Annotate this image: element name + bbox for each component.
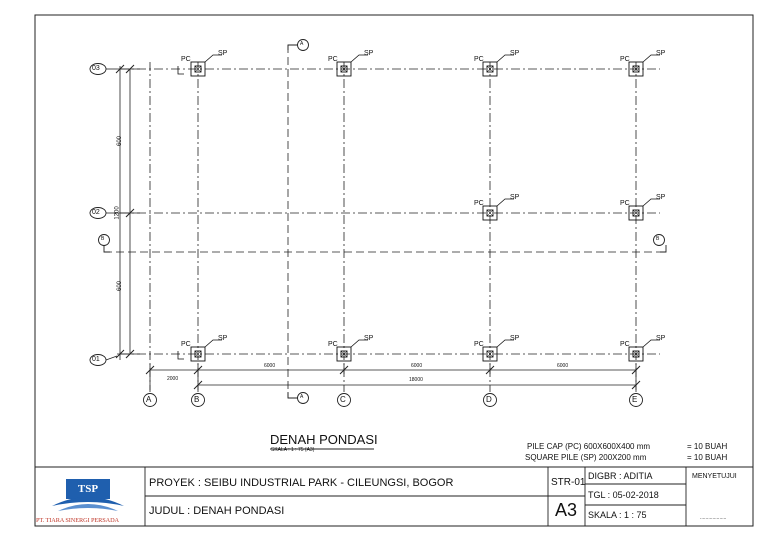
legend-pile-cap-qty: = 10 BUAH: [687, 442, 728, 451]
section-marker-right: B: [656, 236, 660, 242]
pc-label: PC: [181, 341, 191, 348]
dim-600-bottom: 600: [117, 280, 124, 292]
pc-label: PC: [474, 56, 484, 63]
approval-header: MENYETUJUI: [692, 473, 737, 480]
sp-leaders: [205, 55, 660, 347]
legend-square-pile-qty: = 10 BUAH: [687, 453, 728, 462]
axis-label-b: B: [194, 395, 200, 404]
sheet-code: STR-01: [551, 477, 586, 488]
company-name: PT. TIARA SINERGI PERSADA: [36, 517, 119, 524]
approval-sign-line: ...................: [700, 515, 727, 521]
dim-6000-c: 6000: [557, 363, 569, 369]
legend-pile-cap: PILE CAP (PC) 600X600X400 mm: [527, 442, 651, 451]
pc-label: PC: [620, 200, 630, 207]
logo-text: TSP: [77, 483, 99, 495]
pc-label: PC: [620, 341, 630, 348]
pc-label: PC: [620, 56, 630, 63]
axis-label-e: E: [632, 395, 638, 404]
axis-label-d: D: [486, 395, 492, 404]
dim-6000-b: 6000: [411, 363, 423, 369]
company-logo: [35, 467, 144, 525]
grid-lines: [120, 62, 660, 392]
dimension-ticks: [116, 65, 640, 389]
date-field: TGL : 05-02-2018: [588, 490, 659, 500]
legend-square-pile: SQUARE PILE (SP) 200X200 mm: [525, 453, 647, 462]
drawing-scale-note: SKALA : 1 : 75 (A3): [271, 447, 315, 453]
sheet-size: A3: [555, 500, 578, 520]
dim-1200: 1200: [114, 206, 121, 220]
pc-label: PC: [474, 341, 484, 348]
section-marker-top: A: [300, 41, 304, 47]
pc-label: PC: [181, 56, 191, 63]
sp-label: SP: [364, 335, 374, 342]
sp-label: SP: [656, 335, 666, 342]
sp-label: SP: [218, 50, 228, 57]
sp-label: SP: [510, 194, 520, 201]
axis-label-c: C: [340, 395, 346, 404]
axis-label-01: 01: [92, 356, 100, 363]
scale-field: SKALA : 1 : 75: [588, 510, 647, 520]
section-marker-left: B: [101, 236, 105, 242]
axis-label-02: 02: [92, 209, 100, 216]
sp-label: SP: [218, 335, 228, 342]
pc-label: PC: [328, 341, 338, 348]
axis-label-03: 03: [92, 65, 100, 72]
dim-18000: 18000: [409, 377, 423, 383]
dim-600-top: 600: [117, 135, 124, 147]
sp-label: SP: [510, 335, 520, 342]
section-marker-bottom: A: [300, 394, 304, 400]
drawn-by: DIGBR : ADITIA: [588, 471, 653, 481]
axis-label-a: A: [146, 395, 152, 404]
sp-label: SP: [656, 194, 666, 201]
pc-label: PC: [474, 200, 484, 207]
section-marks: [178, 66, 184, 359]
sp-label: SP: [364, 50, 374, 57]
pc-label: PC: [328, 56, 338, 63]
dim-6000-a: 6000: [264, 363, 276, 369]
pile-caps: [191, 62, 643, 361]
project-field: PROYEK : SEIBU INDUSTRIAL PARK - CILEUNGSI, BOGOR: [149, 477, 454, 489]
axis-bubbles: [90, 40, 665, 407]
title-field: JUDUL : DENAH PONDASI: [149, 505, 285, 517]
sp-label: SP: [510, 50, 520, 57]
drawing-title: DENAH PONDASI: [270, 432, 378, 447]
sp-label: SP: [656, 50, 666, 57]
dim-2000: 2000: [167, 376, 179, 382]
dimension-lines: [114, 66, 636, 390]
